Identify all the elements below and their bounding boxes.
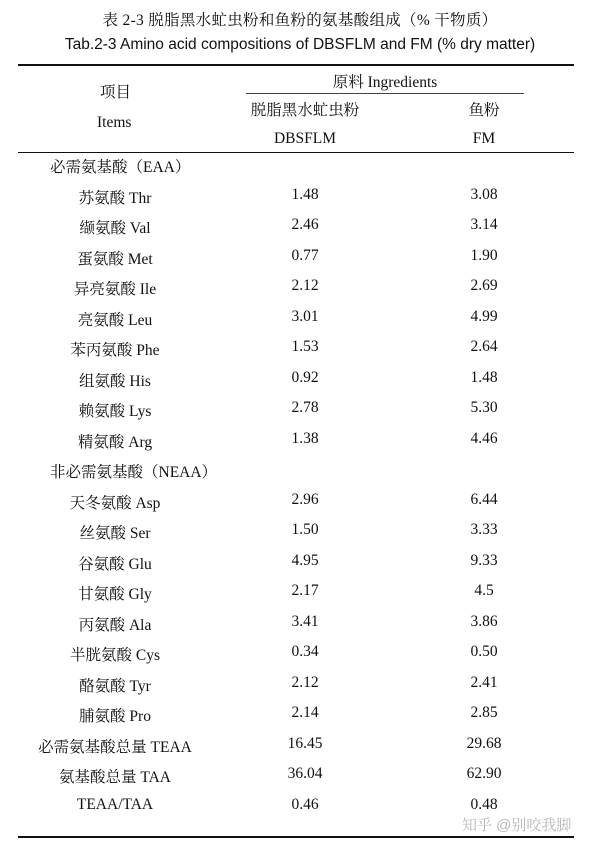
table-row (0, 338, 600, 368)
row-label: 丝氨酸 Ser (79, 525, 151, 542)
table-title-cn: 表 2-3 脱脂黑水虻虫粉和鱼粉的氨基酸组成（% 干物质） (102, 12, 498, 29)
header-col-fm-en: FM (472, 130, 496, 147)
cell-dbsflm: 0.46 (291, 795, 319, 813)
table-row (0, 643, 600, 673)
table-row (0, 491, 600, 521)
table-row (0, 582, 600, 612)
header-col-dbsflm-cn: 脱脂黑水虻虫粉 (250, 102, 360, 119)
header-items-en: Items (97, 114, 132, 131)
cell-dbsflm: 4.95 (291, 551, 319, 569)
cell-fm: 2.64 (470, 338, 498, 355)
row-label: 天冬氨酸 Asp (69, 494, 161, 512)
cell-dbsflm: 3.01 (291, 307, 319, 325)
row-label: 缬氨酸 Val (79, 220, 151, 237)
table-row (0, 674, 600, 704)
table-row (0, 277, 600, 307)
cell-dbsflm: 0.34 (291, 643, 319, 660)
table-row (0, 369, 600, 399)
header-rule (18, 152, 574, 153)
cell-dbsflm: 2.78 (291, 399, 319, 416)
cell-dbsflm: 1.50 (291, 521, 319, 538)
table-row (0, 765, 600, 795)
row-label: 苯丙氨酸 Phe (70, 342, 160, 359)
row-label: 亮氨酸 Leu (77, 311, 153, 329)
cell-fm: 0.50 (470, 643, 498, 660)
row-label: 甘氨酸 Gly (78, 586, 152, 603)
cell-dbsflm: 36.04 (287, 765, 323, 782)
cell-dbsflm: 2.14 (291, 704, 319, 721)
row-label: 必需氨基酸总量 TEAA (38, 738, 192, 756)
watermark: 知乎 @别咬我脚 (462, 817, 572, 834)
table-row (0, 430, 600, 460)
table-row (0, 216, 600, 246)
table-row (0, 247, 600, 277)
cell-dbsflm: 2.12 (291, 673, 319, 691)
ingredients-subrule (246, 93, 524, 94)
cell-fm: 4.5 (474, 582, 494, 599)
table-row (0, 704, 600, 734)
cell-fm: 6.44 (470, 490, 498, 508)
table-title-en: Tab.2-3 Amino acid compositions of DBSFLM and FM (% dry matter) (64, 36, 536, 53)
table-section-row (0, 460, 600, 490)
cell-fm: 9.33 (470, 551, 498, 569)
cell-dbsflm: 1.38 (291, 429, 319, 447)
cell-dbsflm: 2.12 (291, 277, 319, 294)
header-items-cn: 项目 (100, 84, 132, 101)
section-label: 非必需氨基酸（NEAA） (50, 464, 218, 481)
row-label: 组氨酸 His (79, 372, 151, 390)
cell-dbsflm: 2.17 (291, 582, 319, 599)
table-row (0, 308, 600, 338)
cell-dbsflm: 16.45 (287, 734, 323, 752)
table-row (0, 399, 600, 429)
cell-fm: 1.90 (470, 246, 498, 264)
row-label: 酪氨酸 Tyr (79, 677, 151, 695)
cell-dbsflm: 0.77 (291, 246, 319, 264)
header-ingredients: 原料 Ingredients (332, 74, 438, 91)
table-row (0, 735, 600, 765)
cell-fm: 62.90 (466, 765, 502, 782)
cell-fm: 2.41 (470, 673, 498, 691)
row-label: 蛋氨酸 Met (77, 250, 153, 268)
cell-fm: 4.99 (470, 307, 498, 325)
row-label: 脯氨酸 Pro (79, 708, 151, 725)
top-rule (18, 64, 574, 66)
cell-fm: 29.68 (466, 734, 502, 752)
row-label: 异亮氨酸 Ile (73, 281, 157, 298)
cell-fm: 1.48 (470, 368, 498, 386)
cell-dbsflm: 3.41 (291, 612, 319, 630)
row-label: 氨基酸总量 TAA (59, 769, 171, 786)
table-row (0, 613, 600, 643)
row-label: TEAA/TAA (76, 795, 154, 813)
row-label: 半胱氨酸 Cys (70, 647, 160, 664)
cell-fm: 0.48 (470, 795, 498, 813)
cell-fm: 2.69 (470, 277, 498, 294)
bottom-rule (18, 836, 574, 838)
cell-dbsflm: 0.92 (291, 368, 319, 386)
row-label: 精氨酸 Arg (77, 433, 153, 451)
table-row (0, 186, 600, 216)
cell-dbsflm: 2.46 (291, 216, 319, 233)
row-label: 赖氨酸 Lys (78, 403, 152, 420)
cell-fm: 3.33 (470, 521, 498, 538)
cell-dbsflm: 1.53 (291, 338, 319, 355)
table-section-row (0, 155, 600, 185)
row-label: 谷氨酸 Glu (78, 555, 152, 573)
row-label: 苏氨酸 Thr (78, 189, 152, 207)
cell-fm: 2.85 (470, 704, 498, 721)
table-row (0, 552, 600, 582)
section-label: 必需氨基酸（EAA） (50, 159, 191, 176)
cell-fm: 5.30 (470, 399, 498, 416)
row-label: 丙氨酸 Ala (78, 616, 152, 634)
header-col-fm-cn: 鱼粉 (468, 102, 500, 119)
table-row (0, 521, 600, 551)
cell-fm: 3.08 (470, 185, 498, 203)
cell-dbsflm: 2.96 (291, 490, 319, 508)
cell-dbsflm: 1.48 (291, 185, 319, 203)
cell-fm: 3.14 (470, 216, 498, 233)
cell-fm: 4.46 (470, 429, 498, 447)
cell-fm: 3.86 (470, 612, 498, 630)
header-col-dbsflm-en: DBSFLM (273, 130, 337, 147)
